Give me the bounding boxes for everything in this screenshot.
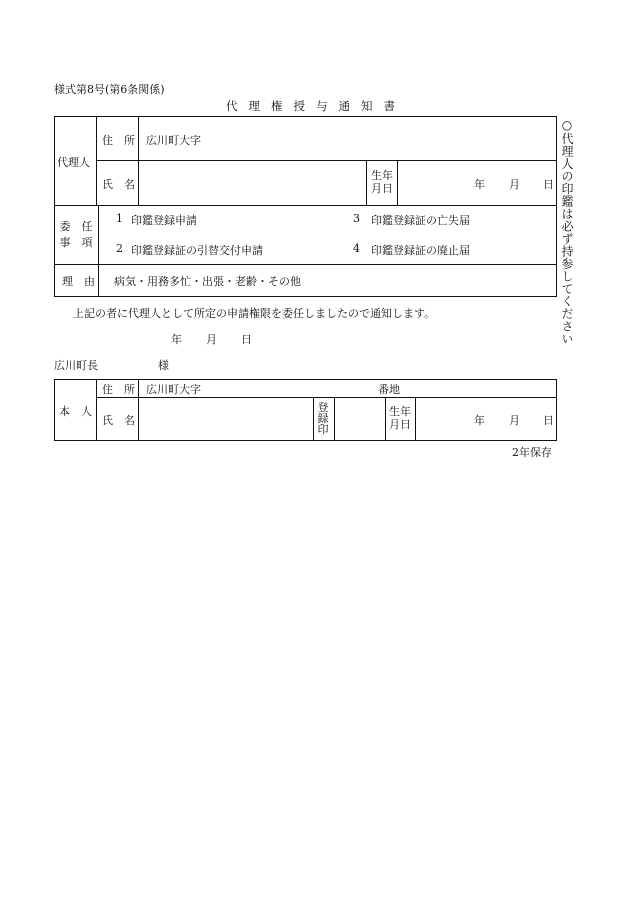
principal-address-label: 住 所 bbox=[102, 383, 135, 396]
agent-birth-year: 年 bbox=[474, 178, 485, 191]
agent-row-divider-1 bbox=[96, 160, 556, 161]
seal-reminder-note: ○代理人の印鑑は必ず持参してください bbox=[560, 118, 574, 345]
agent-label: 代理人 bbox=[57, 156, 90, 169]
principal-column-divider bbox=[96, 380, 97, 440]
registered-seal-label: 登録印 bbox=[317, 401, 329, 436]
agent-row-divider-3 bbox=[55, 264, 556, 265]
principal-row-divider bbox=[96, 397, 556, 398]
delegation-item-4-text[interactable]: 印鑑登録証の廃止届 bbox=[371, 244, 470, 257]
delegation-label-line2: 事 項 bbox=[59, 236, 93, 249]
addressee-honorific: 様 bbox=[158, 359, 169, 372]
form-number: 様式第8号(第6条関係) bbox=[54, 83, 165, 96]
date-year: 年 bbox=[171, 333, 182, 346]
agent-column-divider bbox=[96, 117, 97, 205]
agent-sublabel-divider bbox=[138, 117, 139, 205]
principal-birth-label bbox=[386, 405, 414, 431]
reason-label: 理 由 bbox=[62, 275, 95, 288]
delegation-item-2-text[interactable]: 印鑑登録証の引替交付申請 bbox=[131, 244, 263, 257]
agent-birth-label-line2: 月日 bbox=[371, 182, 393, 195]
delegation-item-1-number: 1 bbox=[116, 212, 123, 225]
agent-address-label: 住 所 bbox=[102, 134, 135, 147]
statement-text: 上記の者に代理人として所定の申請権限を委任しましたので通知します。 bbox=[73, 307, 436, 320]
delegation-label bbox=[56, 219, 96, 251]
delegation-item-3-text[interactable]: 印鑑登録証の亡失届 bbox=[371, 214, 470, 227]
principal-name-label: 氏 名 bbox=[102, 414, 135, 427]
principal-label: 本 人 bbox=[59, 405, 92, 418]
principal-address-value[interactable]: 広川町大字 bbox=[146, 383, 201, 396]
agent-address-value[interactable]: 広川町大字 bbox=[146, 134, 201, 147]
agent-birth-month: 月 bbox=[509, 178, 520, 191]
agent-birth-day: 日 bbox=[543, 178, 554, 191]
agent-name-label: 氏 名 bbox=[102, 178, 135, 191]
delegation-item-4-number: 4 bbox=[353, 242, 360, 255]
agent-row-divider-2 bbox=[55, 205, 556, 206]
reason-options[interactable]: 病気・用務多忙・出張・老齢・その他 bbox=[114, 275, 301, 288]
principal-birth-year: 年 bbox=[474, 414, 485, 427]
agent-birth-divider-left bbox=[366, 160, 367, 205]
agent-birth-label-line1: 生年 bbox=[371, 169, 393, 182]
delegation-item-1-text[interactable]: 印鑑登録申請 bbox=[131, 214, 197, 227]
principal-birth-divider-right bbox=[415, 397, 416, 440]
agent-birth-label bbox=[368, 169, 396, 195]
retention-period: 2年保存 bbox=[512, 446, 552, 459]
date-day: 日 bbox=[241, 333, 252, 346]
principal-birth-month: 月 bbox=[509, 414, 520, 427]
seal-divider-left bbox=[313, 397, 314, 440]
delegation-label-divider bbox=[98, 205, 99, 296]
addressee-name: 広川町長 bbox=[54, 359, 98, 372]
principal-birth-label-line2: 月日 bbox=[389, 418, 411, 431]
agent-birth-divider-right bbox=[397, 160, 398, 205]
delegation-item-3-number: 3 bbox=[353, 212, 360, 225]
date-month: 月 bbox=[206, 333, 217, 346]
principal-sublabel-divider bbox=[138, 380, 139, 440]
seal-divider-right bbox=[334, 397, 335, 440]
principal-birth-day: 日 bbox=[543, 414, 554, 427]
delegation-label-line1: 委 任 bbox=[59, 220, 93, 233]
principal-lot-label: 番地 bbox=[378, 383, 400, 396]
principal-birth-label-line1: 生年 bbox=[389, 405, 411, 418]
document-title: 代理権授与通知書 bbox=[226, 99, 406, 113]
delegation-item-2-number: 2 bbox=[116, 242, 123, 255]
